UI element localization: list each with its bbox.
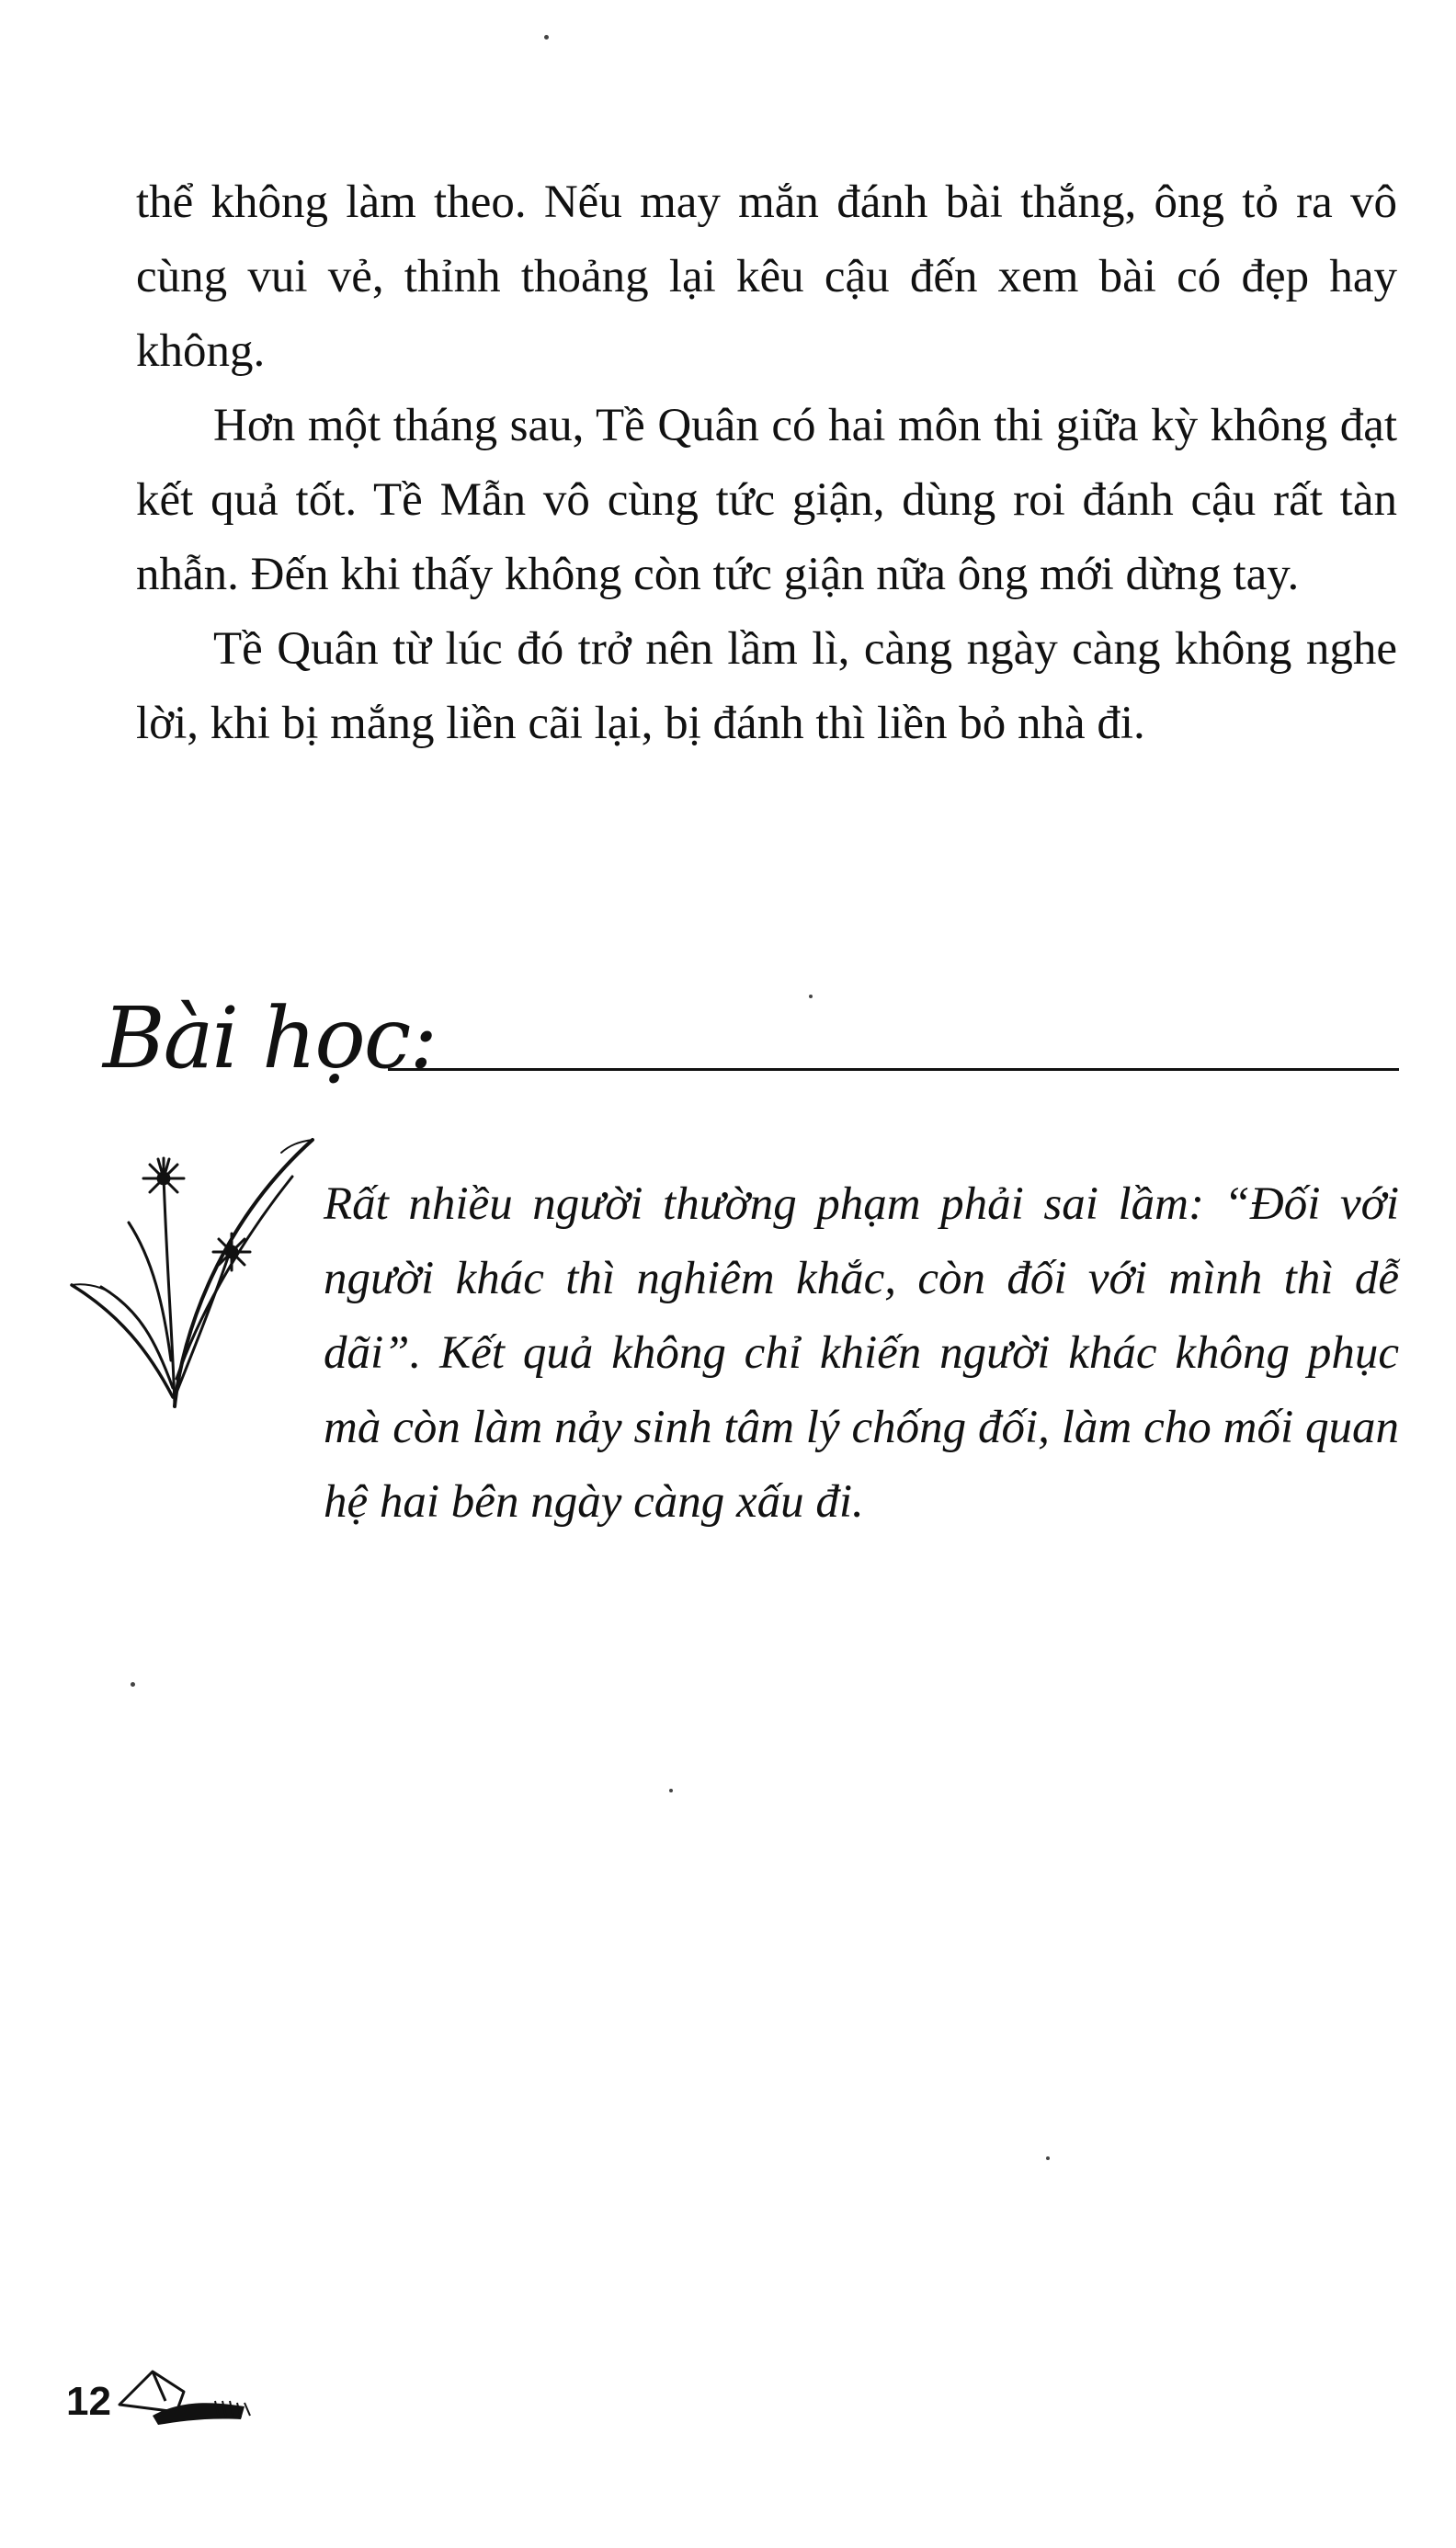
lesson-underline xyxy=(388,1068,1399,1071)
lesson-text xyxy=(324,1167,1399,1540)
lesson-title: Bài học: xyxy=(103,989,437,1087)
flower-icon xyxy=(64,1121,331,1416)
print-speck xyxy=(669,1789,673,1792)
print-speck xyxy=(131,1682,135,1687)
story-paragraph-2: Hơn một tháng sau, Tề Quân có hai môn thi giữa kỳ không đạt kết quả tốt. Tề Mẫn vô cùng tức giận, dùng roi đánh cậu rất tàn nhẫn. Đến khi thấy không còn tức giận nữa ông mới dừng tay. xyxy=(136,400,1397,600)
print-speck xyxy=(544,35,549,40)
lesson-heading xyxy=(103,984,1399,1112)
page-ornament-icon xyxy=(116,2364,254,2430)
print-speck xyxy=(809,995,813,998)
lesson-paragraph: Rất nhiều người thường phạm phải sai lầm: “Đối với người khác thì nghiêm khắc, còn đối với mình thì dễ dãi”. Kết quả không chỉ khiến người khác không phục mà còn làm nảy sinh tâm lý chống đối, làm cho mối quan hệ hai bên ngày càng xấu đi. xyxy=(324,1178,1399,1528)
story-text xyxy=(136,165,1397,761)
story-paragraph-1: thể không làm theo. Nếu may mắn đánh bài thắng, ông tỏ ra vô cùng vui vẻ, thỉnh thoảng lại kêu cậu đến xem bài có đẹp hay không. xyxy=(136,176,1397,377)
print-speck xyxy=(1046,2156,1050,2160)
page-number: 12 xyxy=(66,2379,111,2424)
story-paragraph-3: Tề Quân từ lúc đó trở nên lầm lì, càng ngày càng không nghe lời, khi bị mắng liền cãi lại, bị đánh thì liền bỏ nhà đi. xyxy=(136,623,1397,749)
